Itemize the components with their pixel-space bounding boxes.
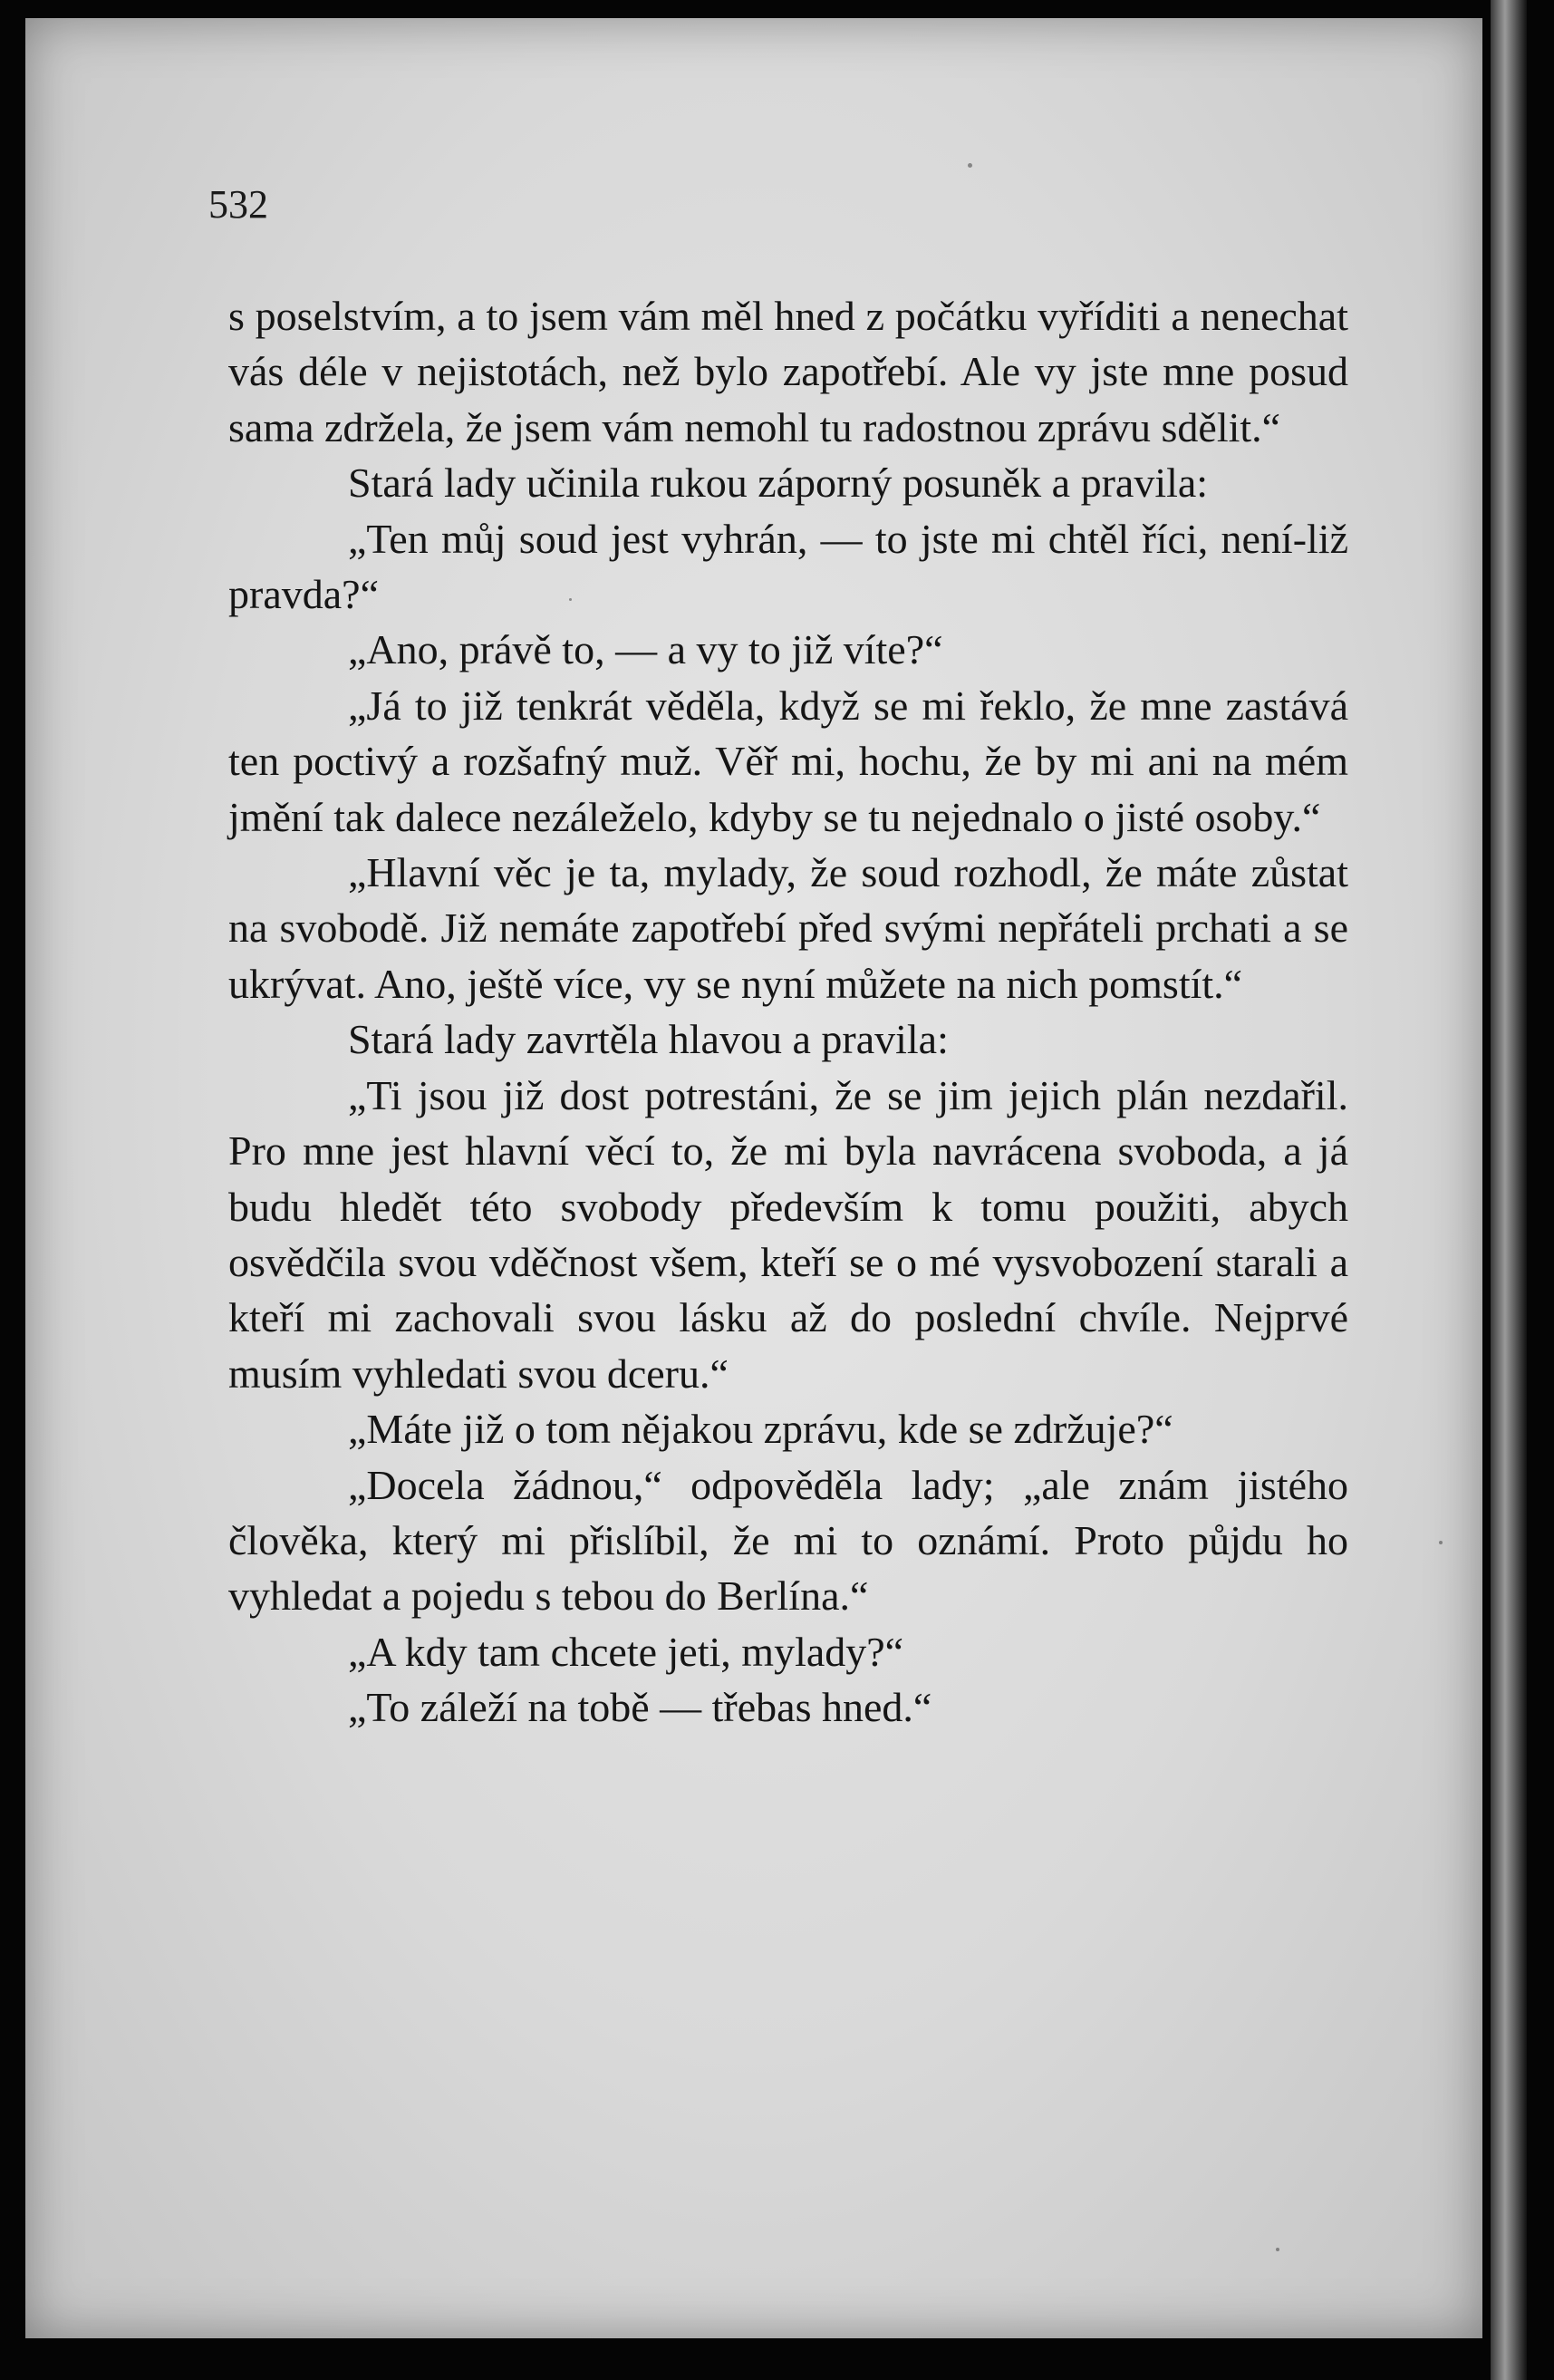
paragraph: „Ano, právě to, — a vy to již víte?“ bbox=[348, 626, 943, 673]
paragraph: „To záleží na tobě — třebas hned.“ bbox=[348, 1684, 932, 1731]
paragraph: „A kdy tam chcete jeti, mylady?“ bbox=[348, 1628, 904, 1675]
paragraph: „Já to již tenkrát věděla, když se mi řeklo, že mne zastává ten poctivý a rozšafný muž. Věř mi, hochu, že by mi ani na mém jmění tak dalece nezáleželo, kdyby se tu nejednalo o jisté osoby.“ bbox=[228, 682, 1348, 840]
paragraph: Stará lady učinila rukou záporný posuněk a pravila: bbox=[348, 460, 1209, 507]
paragraph: s poselstvím, a to jsem vám měl hned z počátku vyříditi a nenechat vás déle v nejistotách, než bylo zapotřebí. Ale vy jste mne posud sama zdržela, že jsem vám nemohl tu radostnou zprávu sdělit.“ bbox=[228, 293, 1348, 450]
scan-speck bbox=[1276, 2248, 1279, 2251]
paragraph: „Ti jsou již dost potrestáni, že se jim jejich plán nezdařil. Pro mne jest hlavní věcí to, že mi byla navrácena svoboda, a já budu hledět této svobody především k tomu použiti, abych osvědčila svou vděčnost všem, kteří se o mé vysvobození starali a kteří mi zachovali svou lásku až do poslední chvíle. Nejprvé musím vyhledati svou dceru.“ bbox=[228, 1071, 1348, 1397]
scan-speck bbox=[1439, 1541, 1443, 1544]
paragraph: Stará lady zavrtěla hlavou a pravila: bbox=[348, 1016, 949, 1063]
adjacent-page-edge bbox=[1491, 0, 1527, 2380]
body-text bbox=[228, 288, 1348, 1736]
paragraph: „Ten můj soud jest vyhrán, — to jste mi chtěl říci, není-liž pravda?“ bbox=[228, 515, 1348, 618]
scan-speck bbox=[968, 163, 972, 168]
paragraph: „Hlavní věc je ta, mylady, že soud rozhodl, že máte zůstat na svobodě. Již nemáte zapotřebí před svými nepřáteli prchati a se ukrývat. Ano, ještě více, vy se nyní můžete na nich pomstít.“ bbox=[228, 849, 1348, 1007]
paragraph: „Docela žádnou,“ odpověděla lady; „ale znám jistého člověka, který mi přislíbil, že mi to oznámí. Proto půjdu ho vyhledat a pojedu s tebou do Berlína.“ bbox=[228, 1461, 1348, 1620]
page-number: 532 bbox=[208, 182, 268, 227]
paragraph: „Máte již o tom nějakou zprávu, kde se zdržuje?“ bbox=[348, 1406, 1173, 1453]
